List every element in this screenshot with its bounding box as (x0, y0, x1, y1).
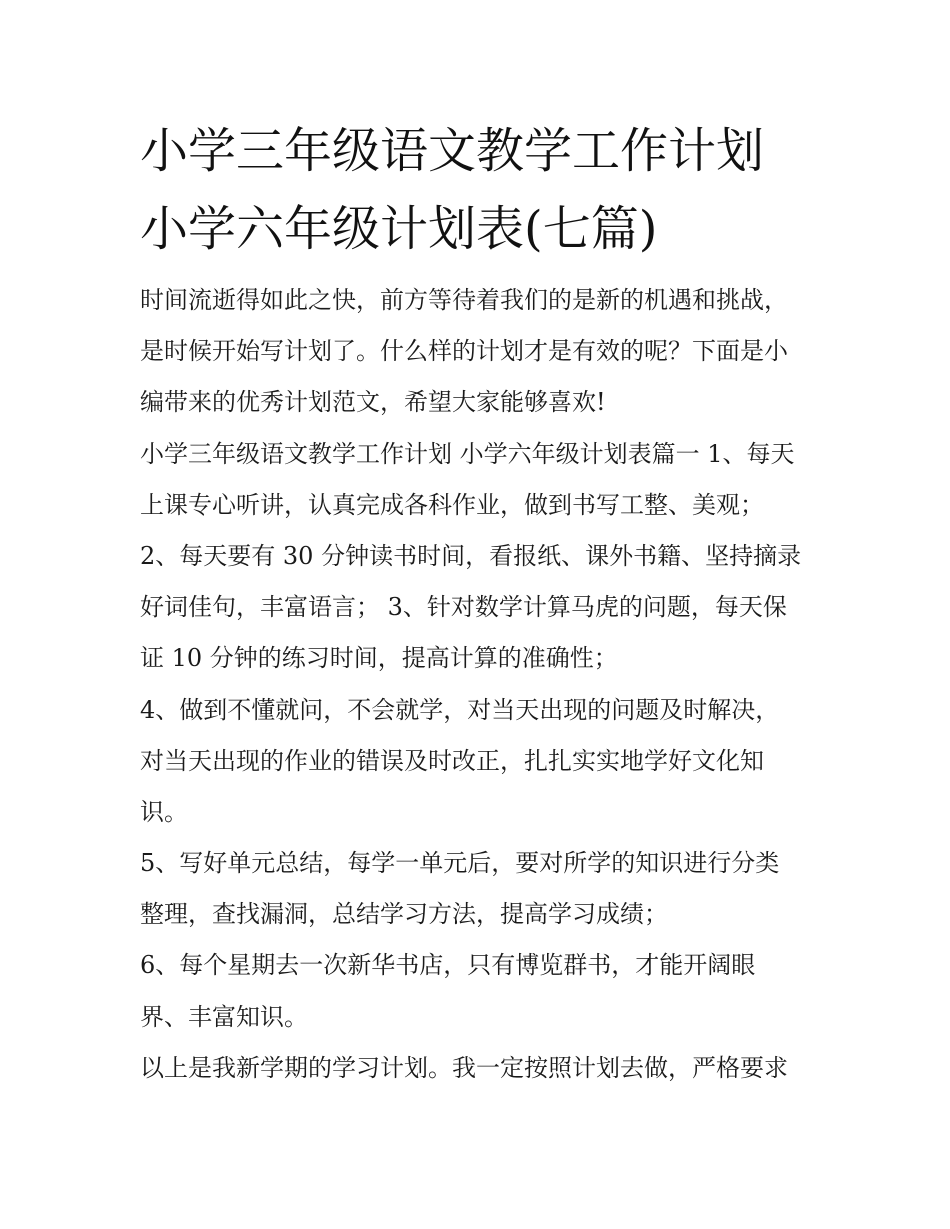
body-line: 时间流逝得如此之快，前方等待着我们的是新的机遇和挑战， (140, 286, 788, 314)
body-line: 6、每个星期去一次新华书店，只有博览群书，才能开阔眼 (140, 951, 756, 980)
document-body (140, 275, 840, 1094)
body-line: 证 10 分钟的练习时间，提高计算的准确性； (140, 644, 618, 673)
body-line: 上课专心听讲，认真完成各科作业，做到书写工整、美观； (140, 490, 764, 519)
body-line: 是时候开始写计划了。什么样的计划才是有效的呢？下面是小 (140, 337, 788, 366)
body-line: 对当天出现的作业的错误及时改正，扎扎实实地学好文化知 (140, 746, 764, 775)
body-line: 界、丰富知识。 (140, 1002, 308, 1031)
title-line-1: 小学三年级语文教学工作计划 (140, 123, 765, 179)
body-line: 2、每天要有 30 分钟读书时间，看报纸、课外书籍、坚持摘录 (140, 541, 802, 570)
body-line: 小学三年级语文教学工作计划 小学六年级计划表篇一 1、每天 (140, 439, 795, 468)
title-line-2: 小学六年级计划表(七篇) (140, 201, 658, 257)
document-title (140, 112, 840, 268)
body-line: 识。 (140, 797, 188, 826)
body-line: 4、做到不懂就问，不会就学，对当天出现的问题及时解决， (140, 695, 780, 724)
body-line: 好词佳句，丰富语言； 3、针对数学计算马虎的问题，每天保 (140, 593, 787, 622)
body-line: 编带来的优秀计划范文，希望大家能够喜欢! (140, 388, 606, 417)
body-line: 5、写好单元总结，每学一单元后，要对所学的知识进行分类 (140, 849, 780, 878)
body-line: 以上是我新学期的学习计划。我一定按照计划去做，严格要求 (140, 1053, 788, 1082)
body-line: 整理，查找漏洞，总结学习方法，提高学习成绩； (140, 900, 668, 929)
